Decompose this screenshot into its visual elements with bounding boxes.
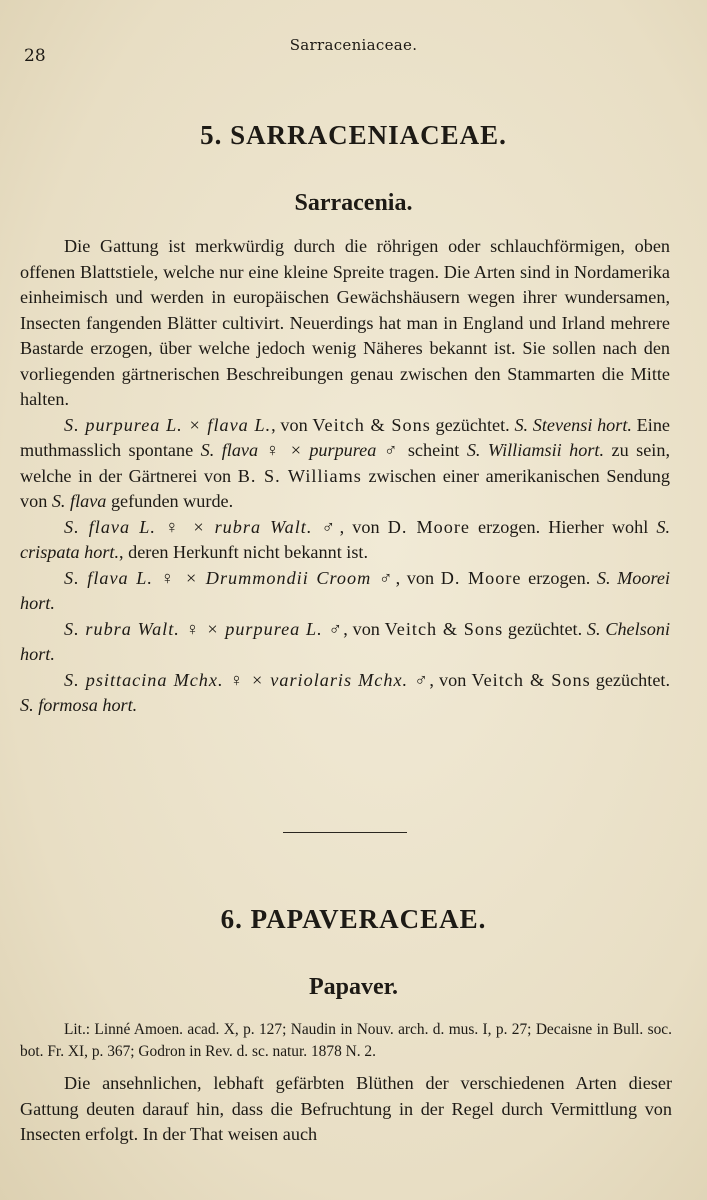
papaver-text xyxy=(20,1071,672,1148)
papaver-paragraph: Die ansehnlichen, lebhaft gefärbten Blüthen der verschiedenen Arten dieser Gattung deuten darauf hin, dass die Befruchtung in der Regel durch Vermittlung von Insecten erfolgt. In der That weisen auch xyxy=(20,1073,672,1144)
sarracenia-text xyxy=(20,234,670,719)
family-heading-sarraceniaceae: 5. SARRACENIACEAE. xyxy=(200,120,507,150)
family-heading-papaveraceae: 6. PAPAVERACEAE. xyxy=(220,904,487,934)
genus-heading-papaver: Papaver. xyxy=(308,974,399,1000)
genus-heading-sarracenia: Sarracenia. xyxy=(294,190,413,216)
literature-note xyxy=(20,1019,672,1063)
hybrid-entry-1: S. purpurea L. × flava L., von Veitch & Sons gezüchtet. S. Stevensi hort. Eine muthmasslich spontane S. flava ♀ × purpurea ♂ scheint S. Williamsii hort. zu sein, welche in der Gärtnerei von B. S. Williams zwischen einer amerikanischen Sendung von S. flava gefunden wurde. xyxy=(20,414,670,511)
hybrid-entry-5: S. psittacina Mchx. ♀ × variolaris Mchx. ♂, von Veitch & Sons gezüchtet. S. formosa hort. xyxy=(20,669,670,715)
hybrid-entry-3: S. flava L. ♀ × Drummondii Croom ♂, von D. Moore erzogen. S. Moorei hort. xyxy=(20,567,671,613)
running-title: Sarraceniaceae. xyxy=(289,36,418,54)
hybrid-entry-4: S. rubra Walt. ♀ × purpurea L. ♂, von Veitch & Sons gezüchtet. S. Chelsoni hort. xyxy=(20,618,670,664)
intro-paragraph: Die Gattung ist merkwürdig durch die röhrigen oder schlauchförmigen, oben offenen Blattstiele, welche nur eine kleine Spreite tragen. Die Arten sind in Nordamerika einheimisch und werden in europäischen Gewächshäusern wegen ihrer wundersamen, Insecten fangenden Blätter cultivirt. Neuerdings hat man in England und Irland mehrere Bastarde erzogen, über welche jedoch wenig Näheres bekannt ist. Sie sollen nach den vorliegenden gärtnerischen Beschreibungen genau zwischen den Stammarten die Mitte halten. xyxy=(20,236,670,409)
hybrid-entry-2: S. flava L. ♀ × rubra Walt. ♂, von D. Moore erzogen. Hierher wohl S. crispata hort., deren Herkunft nicht bekannt ist. xyxy=(20,516,670,562)
literature-text: Lit.: Linné Amoen. acad. X, p. 127; Naudin in Nouv. arch. d. mus. I, p. 27; Decaisne in Bull. soc. bot. Fr. XI, p. 367; Godron in Rev. d. sc. natur. 1878 N. 2. xyxy=(20,1021,672,1060)
page-number: 28 xyxy=(24,46,46,66)
section-divider xyxy=(283,832,407,833)
